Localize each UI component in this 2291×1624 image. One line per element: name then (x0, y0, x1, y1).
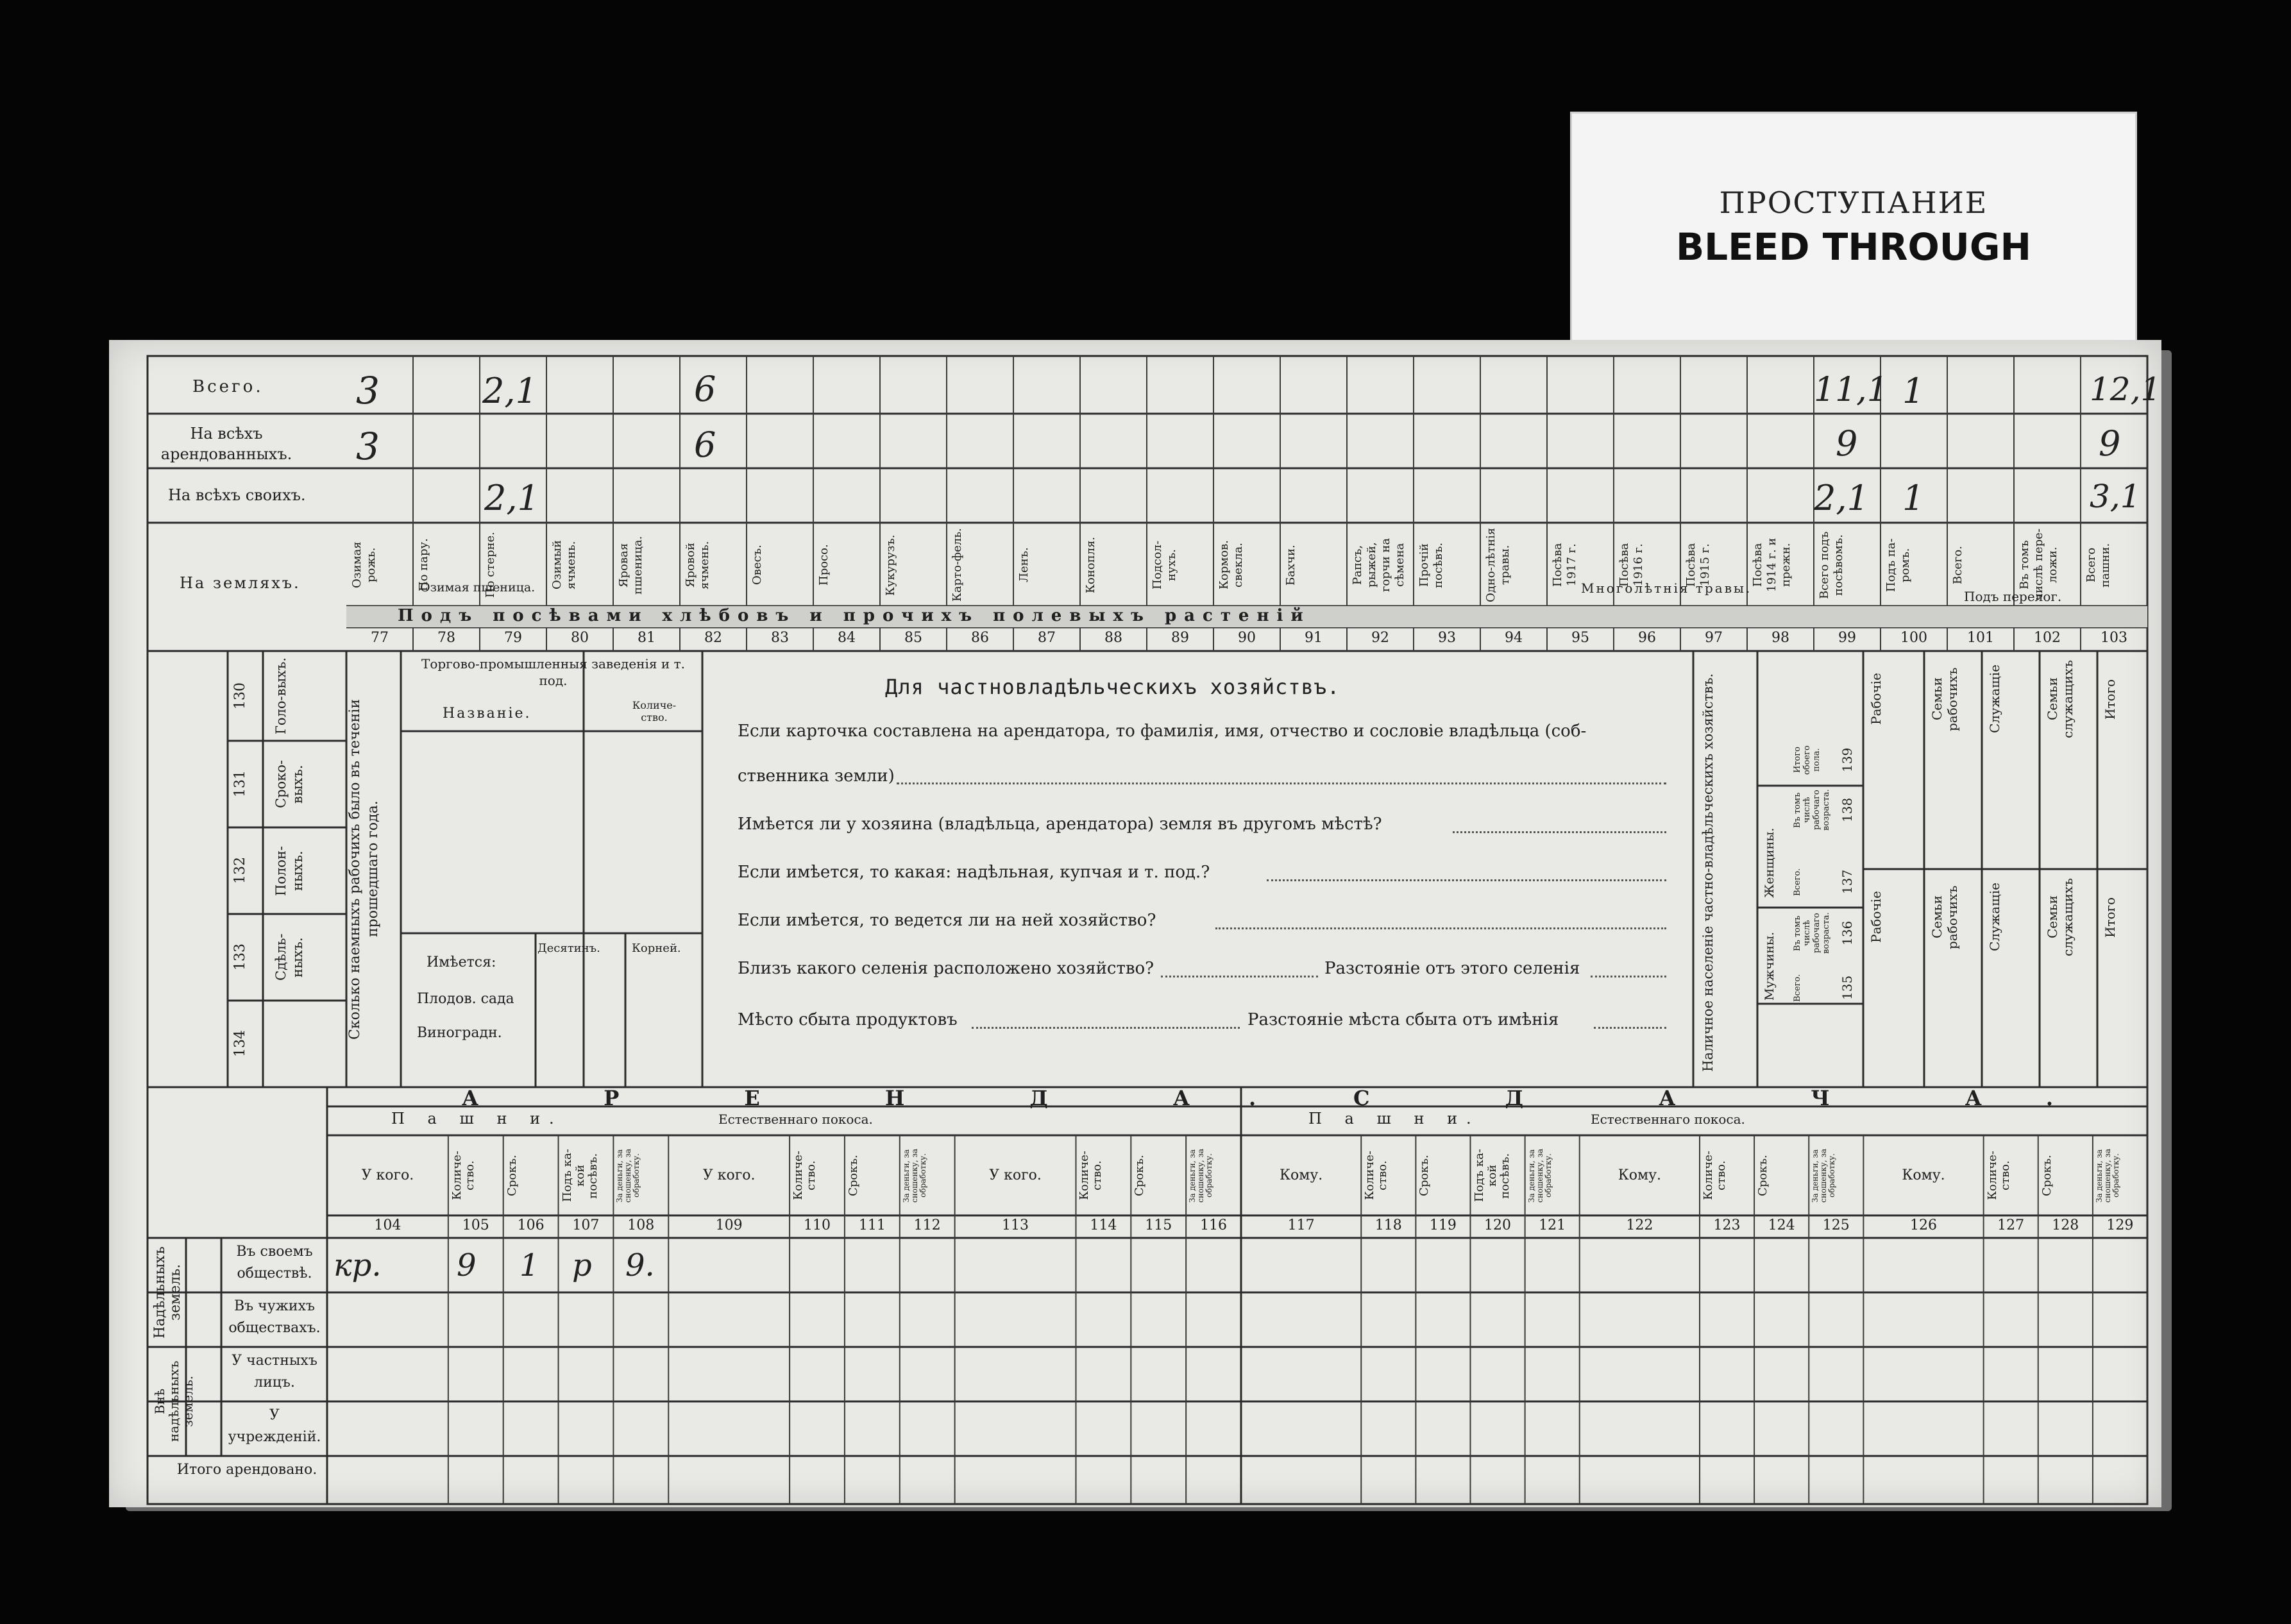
top-col-label-95: Посѣва 1917 г. (1551, 543, 1578, 588)
bottom-col-num-117: 117 (1287, 1217, 1315, 1233)
bottom-col-label-127: Количе-ство. (1985, 1151, 2012, 1201)
top-col-num-77: 77 (371, 630, 389, 646)
question-land-type: Если имѣется, то какая: надѣльная, купчая и т. под.? (738, 863, 1210, 882)
top-col-num-82: 82 (704, 630, 722, 646)
hw-vsego-100: 1 (1902, 371, 1925, 411)
top-col-label-96: Посѣва 1916 г. (1618, 543, 1645, 588)
question-market-distance: Разстояніе мѣста сбыта отъ имѣнія (1247, 1010, 1559, 1029)
livestock-num-131: 131 (232, 770, 248, 798)
top-col-label-78: По пару. (417, 538, 430, 592)
women-header: Женщины. (1763, 827, 1777, 898)
bottom-col-label-123: Количе-ство. (1702, 1151, 1728, 1201)
livestock-label-131: Сроко-выхъ. (273, 759, 305, 809)
row-label-arendovannykh: На всѣхъ арендованныхъ. (160, 425, 292, 463)
bottom-col-label-118: Количе-ство. (1363, 1151, 1390, 1201)
top-col-num-86: 86 (971, 630, 989, 646)
hw-arend-77: 3 (356, 425, 380, 468)
bottom-col-label-125: За деньги, за сношенку, за обработку. (1811, 1148, 1837, 1203)
hw-vsego-99: 11,1 (1814, 371, 1888, 409)
bottom-col-label-110: Количе-ство. (791, 1151, 818, 1201)
top-col-num-99: 99 (1838, 630, 1856, 646)
arenda-header: А Р Е Н Д А. (462, 1086, 1315, 1110)
top-col-num-85: 85 (904, 630, 922, 646)
population-num-137: 137 (1839, 869, 1855, 895)
row-label-svoikh: На всѣхъ своихъ. (168, 486, 306, 504)
hw-svoi-79: 2,1 (484, 478, 539, 518)
bottom-col-label-116: За деньги, за сношенку, за обработку. (1188, 1148, 1214, 1203)
answer-line-other-land (1453, 831, 1666, 833)
hw-vsego-79: 2,1 (482, 371, 537, 411)
hw-svoi-103: 3,1 (2090, 478, 2141, 515)
top-col-label-85: Кукурузъ. (884, 534, 897, 596)
top-col-num-93: 93 (1438, 630, 1456, 646)
top-col-num-98: 98 (1771, 630, 1789, 646)
row-private-persons: У частныхъ лицъ. (232, 1353, 317, 1391)
garden-label: Плодов. сада (417, 991, 514, 1007)
bottom-col-num-114: 114 (1090, 1217, 1117, 1233)
question-other-land: Имѣется ли у хозяина (владѣльца, арендатора) земля въ другомъ мѣстѣ? (738, 815, 1382, 834)
hw-row1-106: 1 (520, 1248, 539, 1283)
row-own-society: Въ своемъ обществѣ. (236, 1244, 313, 1281)
top-col-num-101: 101 (1967, 630, 1994, 646)
sub-header-mnogoletnie-travy: Многолѣтнія травы. (1581, 580, 1752, 596)
bottom-col-num-109: 109 (715, 1217, 743, 1233)
bottom-col-label-128: Срокъ. (2040, 1155, 2054, 1197)
bottom-col-num-115: 115 (1145, 1217, 1172, 1233)
hw-svoi-99: 2,1 (1814, 478, 1869, 518)
question-market: Мѣсто сбыта продуктовъ (738, 1010, 958, 1029)
hw-svoi-100: 1 (1902, 478, 1925, 518)
top-col-label-101: Всего. (1951, 546, 1965, 584)
hw-arend-103: 9 (2099, 423, 2121, 464)
top-col-label-82: Яровой ячмень. (684, 541, 711, 589)
bottom-col-label-119: Срокъ. (1417, 1155, 1432, 1197)
top-col-num-91: 91 (1305, 630, 1323, 646)
answer-line-market (972, 1027, 1240, 1029)
hw-row1-104: кр. (334, 1248, 382, 1283)
top-col-label-87: Ленъ. (1017, 547, 1031, 583)
row-label-na-zemlyakh: На земляхъ. (180, 574, 301, 592)
bottom-col-num-106: 106 (517, 1217, 545, 1233)
row-label-vsego: Всего. (192, 377, 264, 396)
band-label-crops: Подъ посѣвами хлѣбовъ и прочихъ полевыхъ растеній (398, 606, 1311, 625)
answer-line-village (1161, 976, 1318, 977)
top-col-label-93: Прочій посѣвъ. (1417, 542, 1445, 588)
staff-col-top-3: Семьи служащихъ (2045, 660, 2075, 738)
sub-header-ozimaya-pshenitsa: Озимая пшеница. (420, 580, 536, 595)
bottom-col-num-123: 123 (1713, 1217, 1741, 1233)
bottom-col-label-117: Кому. (1279, 1167, 1323, 1183)
livestock-num-133: 133 (232, 943, 248, 971)
top-col-label-89: Подсол-нухъ. (1151, 540, 1178, 590)
bottom-col-num-121: 121 (1539, 1217, 1566, 1233)
bottom-col-label-124: Срокъ. (1756, 1155, 1770, 1197)
bottom-col-num-108: 108 (627, 1217, 655, 1233)
population-num-136: 136 (1839, 920, 1855, 946)
top-col-label-90: Кормов. свекла. (1217, 540, 1245, 590)
bottom-col-num-126: 126 (1909, 1217, 1937, 1233)
top-col-label-88: Конопля. (1084, 536, 1097, 594)
trade-name-header: Названіе. (443, 706, 532, 722)
bottom-col-num-116: 116 (1200, 1217, 1228, 1233)
livestock-num-132: 132 (232, 857, 248, 884)
bottom-col-label-120: Подъ ка-кой посѣвъ. (1472, 1149, 1512, 1203)
staff-col-bottom-0: Рабочіе (1868, 891, 1884, 943)
row-other-societies: Въ чужихъ обществахъ. (228, 1298, 321, 1336)
bottom-col-label-121: За деньги, за сношенку, за обработку. (1526, 1148, 1553, 1203)
men-header: Мужчины. (1763, 931, 1777, 1001)
bottom-col-num-119: 119 (1429, 1217, 1457, 1233)
group-nadel-label: Надѣльныхъ земель. (152, 1246, 183, 1339)
private-holdings-title: Для частновладѣльческихъ хозяйствъ. (885, 675, 1340, 699)
livestock-label-130: Голо-выхъ. (273, 657, 289, 735)
bottom-col-num-127: 127 (1997, 1217, 2025, 1233)
top-col-label-91: Бахчи. (1284, 545, 1298, 586)
population-label-136: Въ томъ числѣ рабочаго возраста. (1793, 912, 1831, 954)
bottom-col-label-126: Кому. (1902, 1167, 1945, 1183)
sdacha-pashni-header: П а ш н и. (1308, 1110, 1480, 1128)
bottom-col-label-114: Количе-ство. (1078, 1151, 1104, 1201)
hw-row1-108: 9. (625, 1248, 655, 1283)
question-owner-line2: ственника земли) (738, 766, 895, 786)
bottom-col-num-107: 107 (572, 1217, 600, 1233)
top-col-label-83: Овесъ. (750, 545, 764, 586)
top-col-num-80: 80 (571, 630, 589, 646)
arenda-pashni-header: П а ш н и. (391, 1110, 563, 1128)
desyatin-header: Десятинъ. (537, 942, 600, 955)
bottom-col-num-112: 112 (913, 1217, 941, 1233)
hw-vsego-103: 12,1 (2090, 371, 2161, 408)
top-col-num-95: 95 (1571, 630, 1589, 646)
hw-arend-99: 9 (1836, 423, 1858, 464)
question-nearest-village: Близъ какого селенія расположено хозяйство? (738, 959, 1154, 978)
hw-row1-105: 9 (457, 1248, 477, 1283)
bottom-col-num-118: 118 (1374, 1217, 1402, 1233)
bottom-col-num-128: 128 (2052, 1217, 2079, 1233)
answer-line-village-distance (1591, 976, 1666, 977)
staff-col-top-2: Служащіе (1987, 664, 2002, 734)
top-col-label-79: По стерне. (484, 532, 497, 598)
top-col-num-94: 94 (1505, 630, 1523, 646)
top-col-num-100: 100 (1900, 630, 1927, 646)
top-col-label-100: Подъ па-ромъ. (1884, 538, 1912, 592)
korney-header: Корней. (632, 942, 681, 955)
bottom-col-num-129: 129 (2106, 1217, 2134, 1233)
sdacha-header: С Д А Ч А. (1353, 1086, 2117, 1110)
staff-col-top-1: Семьи рабочихъ (1929, 667, 1960, 731)
bottom-col-num-120: 120 (1484, 1217, 1512, 1233)
population-header: Наличное населеніе частно-владѣльческихъ хозяйствъ. (1700, 673, 1716, 1072)
top-col-num-96: 96 (1638, 630, 1656, 646)
bottom-col-label-104: У кого. (361, 1167, 414, 1183)
livestock-label-132: Полон-ныхъ. (273, 845, 305, 896)
top-col-num-102: 102 (2034, 630, 2061, 646)
row-institutions: У учрежденій. (228, 1407, 321, 1445)
answer-line-market-distance (1594, 1027, 1666, 1029)
bottom-col-num-105: 105 (462, 1217, 489, 1233)
question-owner-line1: Если карточка составлена на арендатора, то фамилія, имя, отчество и сословіе владѣльца (соб- (738, 722, 1587, 741)
bottom-col-label-112: За деньги, за сношенку, за обработку. (901, 1148, 927, 1203)
top-col-num-89: 89 (1171, 630, 1189, 646)
bottom-col-label-111: Срокъ. (846, 1155, 860, 1197)
top-col-label-84: Просо. (817, 544, 831, 586)
answer-line-owner (897, 782, 1666, 784)
bottom-col-label-108: За деньги, за сношенку, за обработку. (615, 1148, 641, 1203)
bottom-col-num-124: 124 (1768, 1217, 1795, 1233)
top-col-num-79: 79 (504, 630, 522, 646)
top-col-num-78: 78 (437, 630, 455, 646)
answer-line-land-type (1267, 879, 1666, 881)
bottom-col-label-106: Срокъ. (505, 1155, 519, 1197)
question-village-distance: Разстояніе отъ этого селенія (1324, 959, 1580, 978)
top-col-label-86: Карто-фель. (951, 528, 964, 602)
bottom-col-label-115: Срокъ. (1133, 1155, 1147, 1197)
top-col-label-103: Всего пашни. (2084, 543, 2112, 588)
bottom-col-num-122: 122 (1626, 1217, 1653, 1233)
population-num-138: 138 (1839, 797, 1855, 823)
bottom-col-label-113: У кого. (989, 1167, 1042, 1183)
hw-vsego-82: 6 (694, 369, 716, 409)
top-col-label-77: Озимая рожь. (350, 541, 378, 589)
bottom-col-label-129: За деньги, за сношенку, за обработку. (2094, 1148, 2120, 1203)
population-label-138: Въ томъ числѣ рабочаго возраста. (1793, 789, 1831, 831)
bottom-col-label-105: Количе-ство. (450, 1151, 477, 1201)
bottom-col-num-125: 125 (1822, 1217, 1850, 1233)
top-col-label-102: Въ томъ числѣ пере-ложи. (2018, 529, 2059, 602)
population-label-139: Итого обоего пола. (1793, 745, 1822, 775)
bottom-col-num-104: 104 (374, 1217, 402, 1233)
row-total-rented: Итого арендовано. (176, 1462, 317, 1478)
group-vne-label: Внѣ надѣльныхъ земель. (152, 1360, 196, 1442)
staff-col-bottom-3: Семьи служащихъ (2045, 878, 2075, 956)
top-col-num-84: 84 (838, 630, 856, 646)
population-num-135: 135 (1839, 975, 1855, 1001)
hw-arend-82: 6 (694, 425, 716, 465)
has-label: Имѣется: (427, 954, 496, 970)
top-col-label-98: Посѣва 1914 г. и прежн. (1751, 537, 1793, 593)
arenda-pokos-header: Естественнаго покоса. (718, 1112, 873, 1127)
top-col-num-83: 83 (771, 630, 789, 646)
livestock-label-133: Сдѣль-ныхъ. (273, 933, 305, 981)
question-farming: Если имѣется, то ведется ли на ней хозяйство? (738, 911, 1156, 930)
livestock-num-134: 134 (232, 1030, 248, 1058)
staff-col-bottom-2: Служащіе (1987, 883, 2002, 952)
top-col-num-88: 88 (1104, 630, 1122, 646)
staff-col-bottom-1: Семьи рабочихъ (1929, 885, 1960, 949)
top-col-label-99: Всего подъ посѣвомъ. (1818, 531, 1845, 599)
population-label-137: Всего. (1793, 868, 1802, 896)
bottom-col-label-122: Кому. (1618, 1167, 1662, 1183)
top-col-num-87: 87 (1038, 630, 1056, 646)
staff-col-top-0: Рабочіе (1868, 673, 1884, 725)
hw-row1-107: р (572, 1248, 592, 1283)
vineyard-label: Виноградн. (417, 1025, 502, 1041)
staff-col-bottom-4: Итого (2102, 897, 2118, 938)
answer-line-farming (1215, 927, 1666, 929)
top-col-num-103: 103 (2101, 630, 2127, 646)
bottom-col-num-113: 113 (1002, 1217, 1029, 1233)
top-col-num-90: 90 (1238, 630, 1256, 646)
top-col-num-97: 97 (1705, 630, 1723, 646)
hired-workers-header: Сколько наемныхъ рабочихъ было въ теченіи прошедшаго года. (347, 698, 381, 1040)
bottom-col-num-110: 110 (803, 1217, 831, 1233)
trade-qty-header: Количе-ство. (632, 699, 677, 723)
top-col-label-92: Рапсъ, рыжей, горчи на сѣмена (1351, 537, 1407, 593)
top-col-label-80: Озимый ячмень. (550, 540, 578, 590)
livestock-num-130: 130 (232, 682, 248, 709)
top-col-label-97: Посѣва 1915 г. (1684, 543, 1712, 588)
bottom-col-label-107: Подъ ка-кой посѣвъ. (560, 1149, 600, 1203)
top-col-num-81: 81 (638, 630, 655, 646)
population-num-139: 139 (1839, 747, 1855, 773)
label-russian-text: ПРОСТУПАНИЕ (1719, 185, 1988, 220)
top-col-label-81: Яровая пшеница. (617, 536, 645, 595)
bottom-col-label-109: У кого. (702, 1167, 756, 1183)
hw-vsego-77: 3 (356, 369, 380, 412)
top-col-label-94: Одно-лѣтнія травы. (1484, 527, 1512, 603)
sdacha-pokos-header: Естественнаго покоса. (1591, 1112, 1745, 1127)
label-english-text: BLEED THROUGH (1675, 225, 2032, 269)
staff-col-top-4: Итого (2102, 679, 2118, 720)
bottom-col-num-111: 111 (858, 1217, 886, 1233)
sub-header-pod-perelog: Подъ перелог. (1964, 589, 2062, 604)
population-label-135: Всего. (1793, 974, 1802, 1002)
top-col-num-92: 92 (1371, 630, 1389, 646)
trade-establishments-header: Торгово-промышленныя заведенія и т. под. (421, 656, 685, 688)
